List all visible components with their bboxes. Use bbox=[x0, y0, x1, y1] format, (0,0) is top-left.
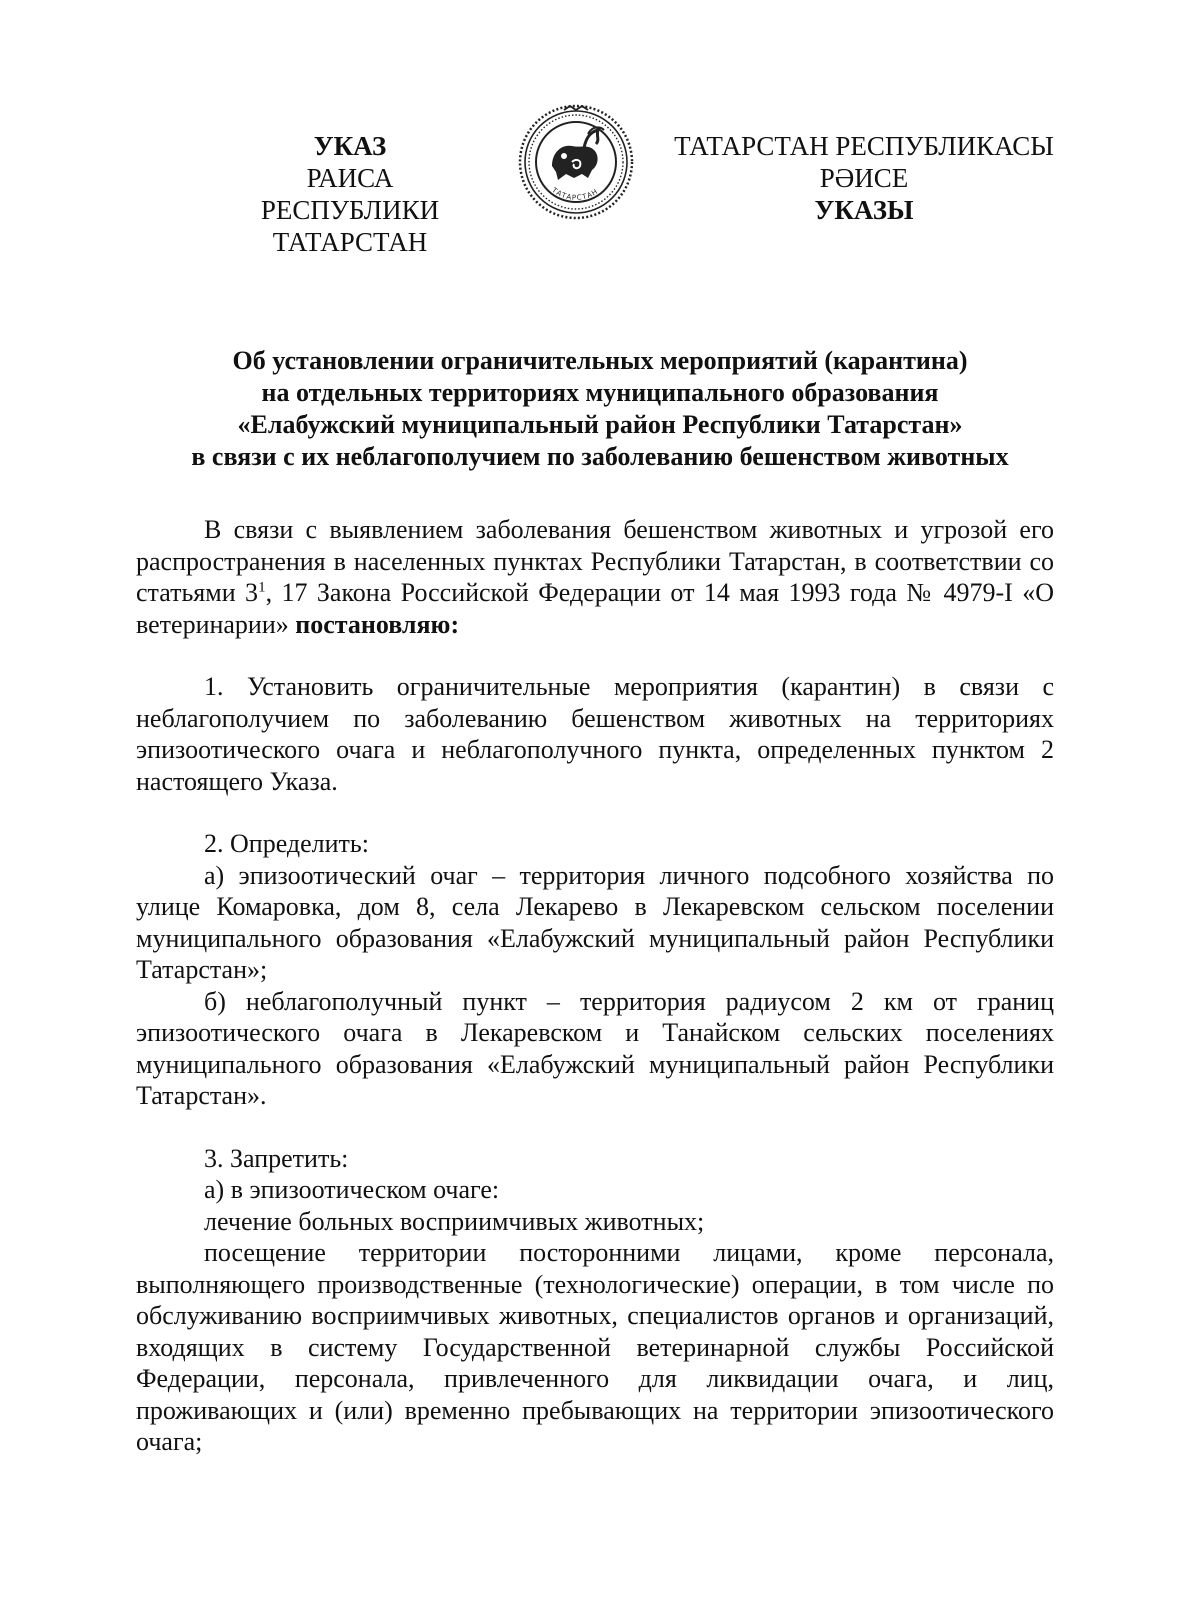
preamble-sup: 1 bbox=[258, 579, 266, 596]
title-line4: в связи с их неблагополучием по заболеванию бешенством животных bbox=[191, 442, 1009, 471]
title-line2: на отдельных территориях муниципального образования bbox=[261, 378, 939, 407]
title-line1: Об установлении ограничительных мероприятий (карантина) bbox=[232, 346, 968, 375]
item2-b-paragraph: б) неблагополучный пункт – территория радиусом 2 км от границ эпизоотического очага в Лекаревском и Танайском сельских поселениях муниципального образования «Елабужский муниципальный район Республики Татарстан». bbox=[136, 986, 1054, 1110]
document-body bbox=[136, 514, 1054, 1458]
item3-a2-paragraph: посещение территории посторонними лицами, кроме персонала, выполняющего производственные (технологические) операции, в том числе по обслуживанию восприимчивых животных, специалистов органов и организаций, входящих в систему Государственной ветеринарной службы Российской Федерации, персонала, привлеченного для ликвидации очага, и лиц, проживающих и (или) временно пребывающих на территории эпизоотического очага; bbox=[136, 1238, 1054, 1456]
header-right-line3: УКАЗЫ bbox=[814, 195, 914, 225]
title-line3: «Елабужский муниципальный район Республики Татарстан» bbox=[237, 410, 963, 439]
header-left-block bbox=[200, 130, 500, 258]
emblem-icon bbox=[518, 104, 634, 220]
preamble-text-b: , 17 Закона Российской Федерации от 14 мая 1993 года № 4979-I «О ветеринарии» bbox=[136, 578, 1055, 639]
preamble-colon: : bbox=[450, 609, 460, 639]
item2-heading: 2. Определить: bbox=[204, 829, 369, 858]
header-right-line1: ТАТАРСТАН РЕСПУБЛИКАСЫ bbox=[674, 131, 1054, 161]
item3-heading: 3. Запретить: bbox=[204, 1143, 349, 1173]
item2-a-paragraph: а) эпизоотический очаг – территория личного подсобного хозяйства по улице Комаровка, дом 8, села Лекарево в Лекаревском сельском поселении муниципального образования «Елабужский муниципальный район Республики Татарстан»; bbox=[136, 860, 1054, 984]
item3-a1-paragraph: лечение больных восприимчивых животных; bbox=[204, 1206, 705, 1236]
item3-a-heading: а) в эпизоотическом очаге: bbox=[204, 1175, 500, 1204]
header-right-line2: РӘИСЕ bbox=[819, 163, 909, 193]
preamble-decree-word: постановляю bbox=[295, 609, 451, 639]
emblem-label: ТАТАРСТАН bbox=[550, 186, 600, 202]
document-title bbox=[130, 345, 1070, 473]
preamble-text-a: В связи с выявлением заболевания бешенством животных и угрозой его распространения в населенных пунктах Республики Татарстан, в соответствии со статьями 3 bbox=[136, 515, 1054, 607]
preamble-paragraph bbox=[136, 514, 1054, 640]
header-left-line1: УКАЗ bbox=[313, 131, 387, 161]
header-left-line3: РЕСПУБЛИКИ ТАТАРСТАН bbox=[260, 195, 440, 257]
header-left-line2: РАИСА bbox=[306, 163, 394, 193]
header-right-block bbox=[664, 130, 1064, 226]
item1-paragraph: 1. Установить ограничительные мероприятия (карантин) в связи с неблагополучием по заболеванию бешенством животных на территориях эпизоотического очага и неблагополучного пункта, определенных пунктом 2 настоящего Указа. bbox=[136, 672, 1054, 796]
